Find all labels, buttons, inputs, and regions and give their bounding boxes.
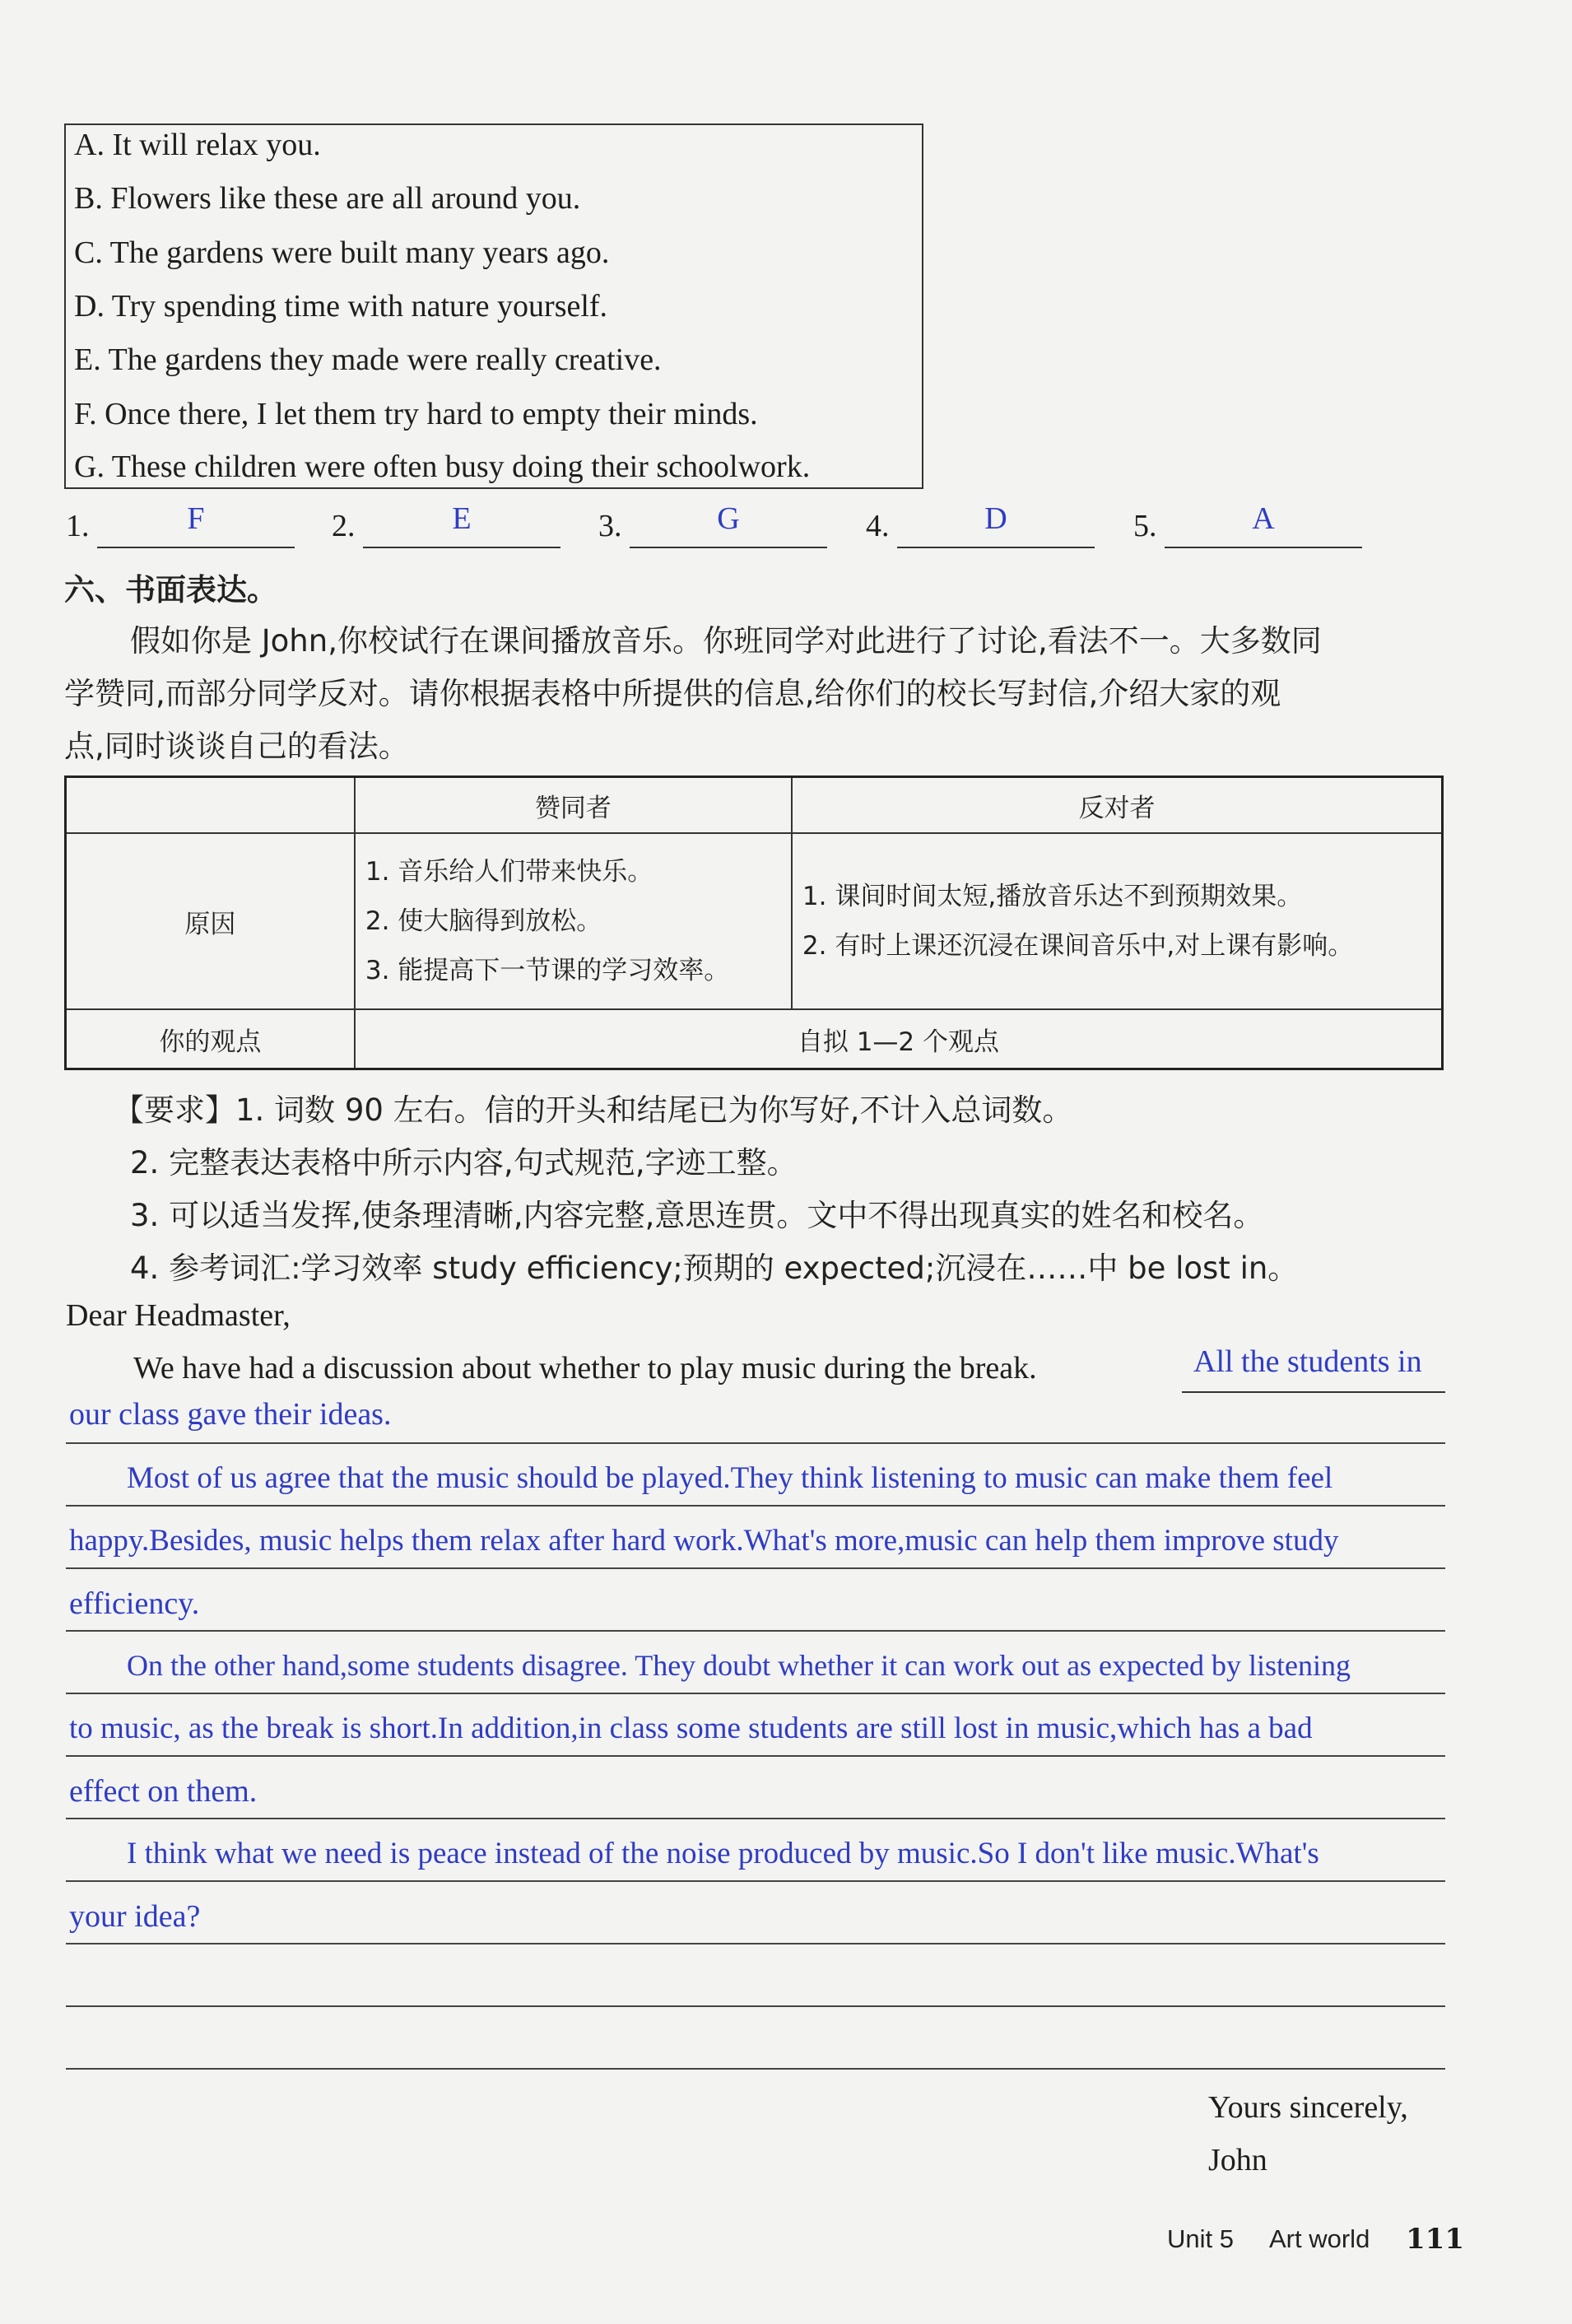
answer-number: 2. (332, 509, 356, 543)
letter-signature: John (1208, 2143, 1267, 2177)
answer-text: F (187, 501, 205, 536)
option-g: G. These children were often busy doing their schoolwork. (74, 449, 811, 484)
handwritten-text: All the students in (1193, 1344, 1422, 1379)
section-title: 六、书面表达。 (64, 572, 277, 608)
requirement-line: 4. 参考词汇:学习效率 study efficiency;预期的 expected;沉浸在……中 be lost in。 (130, 1250, 1299, 1286)
oppose-reason: 2. 有时上课还沉浸在课间音乐中,对上课有影响。 (802, 931, 1354, 961)
oppose-reasons-cell (792, 833, 1443, 1009)
header-support: 赞同者 (355, 777, 792, 834)
writing-line[interactable] (66, 1693, 1445, 1694)
answer-number: 4. (866, 509, 890, 543)
answer-blank[interactable] (97, 547, 295, 548)
page-number: 111 (1406, 2223, 1464, 2256)
option-d: D. Try spending time with nature yourself. (74, 289, 608, 324)
prompt-line: 学赞同,而部分同学反对。请你根据表格中所提供的信息,给你们的校长写封信,介绍大家的观 (64, 676, 1281, 711)
writing-line[interactable] (66, 1442, 1445, 1444)
writing-line[interactable] (66, 1567, 1445, 1569)
answer-text: A (1252, 501, 1275, 536)
handwritten-text: On the other hand,some students disagree. They doubt whether it can work out as expected by listening (127, 1649, 1351, 1682)
footer-title: Art world (1269, 2224, 1370, 2253)
handwritten-text: your idea? (69, 1899, 201, 1934)
row-label-view: 你的观点 (66, 1009, 355, 1069)
option-f: F. Once there, I let them try hard to empty their minds. (74, 397, 758, 431)
view-cell: 自拟 1—2 个观点 (355, 1009, 1443, 1069)
handwritten-text: happy.Besides, music helps them relax after hard work.What's more,music can help them improve study (69, 1524, 1339, 1558)
answer-number: 5. (1133, 509, 1157, 543)
writing-line[interactable] (66, 1818, 1445, 1819)
answer-number: 1. (66, 509, 90, 543)
handwritten-text: to music, as the break is short.In addition,in class some students are still lost in music,which has a bad (69, 1712, 1313, 1745)
answer-text: D (984, 501, 1007, 536)
answer-text: G (717, 501, 740, 536)
letter-salutation: Dear Headmaster, (66, 1298, 291, 1333)
letter-closing: Yours sincerely, (1208, 2090, 1408, 2125)
table-corner-cell (66, 777, 355, 834)
answer-blank[interactable] (897, 547, 1095, 548)
support-reason: 2. 使大脑得到放松。 (365, 906, 602, 936)
handwritten-text: effect on them. (69, 1774, 258, 1809)
option-b: B. Flowers like these are all around you. (74, 181, 581, 216)
header-oppose: 反对者 (792, 777, 1443, 834)
handwritten-text: Most of us agree that the music should be played.They think listening to music can make them feel (127, 1461, 1333, 1495)
answer-text: E (452, 501, 472, 536)
support-reasons-cell (355, 833, 792, 1009)
options-box (64, 123, 923, 489)
footer-unit: Unit 5 (1167, 2224, 1234, 2253)
option-e: E. The gardens they made were really creative. (74, 342, 662, 377)
writing-line[interactable] (66, 1505, 1445, 1507)
answer-blank[interactable] (1165, 547, 1362, 548)
opinion-table (64, 775, 1444, 1070)
writing-line[interactable] (66, 2068, 1445, 2070)
answer-blank[interactable] (363, 547, 560, 548)
writing-line[interactable] (66, 2005, 1445, 2007)
requirement-line: 【要求】1. 词数 90 左右。信的开头和结尾已为你写好,不计入总词数。 (114, 1092, 1073, 1128)
option-c: C. The gardens were built many years ago. (74, 235, 610, 270)
letter-opening: We have had a discussion about whether to play music during the break. (133, 1351, 1037, 1386)
writing-line[interactable] (66, 1880, 1445, 1882)
prompt-line: 点,同时谈谈自己的看法。 (64, 729, 409, 764)
answer-blank[interactable] (630, 547, 827, 548)
support-reason: 3. 能提高下一节课的学习效率。 (365, 956, 730, 985)
row-label-reason: 原因 (66, 833, 355, 1009)
handwritten-text: our class gave their ideas. (69, 1397, 392, 1432)
writing-line[interactable] (66, 1755, 1445, 1757)
writing-line[interactable] (66, 1943, 1445, 1944)
answer-number: 3. (598, 509, 622, 543)
handwritten-text: efficiency. (69, 1586, 200, 1621)
option-a: A. It will relax you. (74, 128, 321, 162)
handwritten-text: I think what we need is peace instead of the noise produced by music.So I don't like music.What's (127, 1837, 1319, 1870)
prompt-line: 假如你是 John,你校试行在课间播放音乐。你班同学对此进行了讨论,看法不一。大多数同 (130, 623, 1322, 659)
oppose-reason: 1. 课间时间太短,播放音乐达不到预期效果。 (802, 882, 1303, 911)
writing-line[interactable] (66, 1630, 1445, 1632)
writing-line[interactable] (1182, 1391, 1445, 1393)
requirement-line: 2. 完整表达表格中所示内容,句式规范,字迹工整。 (130, 1145, 798, 1181)
requirement-line: 3. 可以适当发挥,使条理清晰,内容完整,意思连贯。文中不得出现真实的姓名和校名。 (130, 1198, 1264, 1233)
support-reason: 1. 音乐给人们带来快乐。 (365, 857, 653, 887)
